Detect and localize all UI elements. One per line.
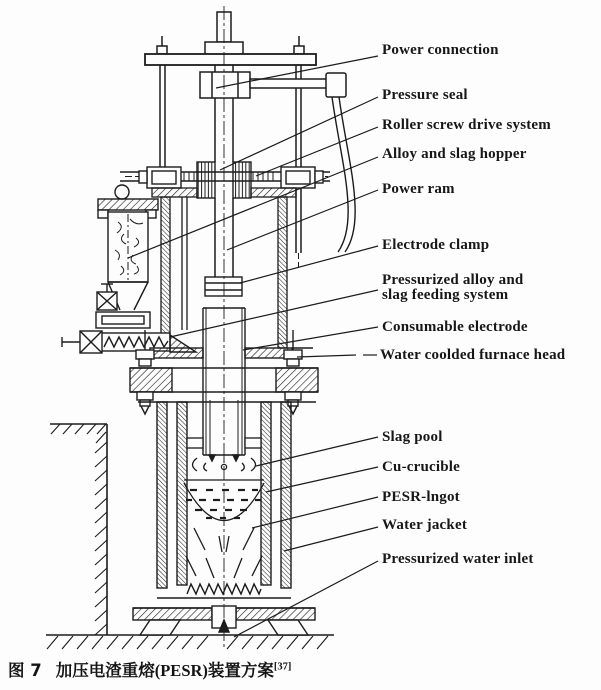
crucible-wall: [177, 402, 187, 585]
top-drive-assembly: [145, 12, 355, 277]
hopper-assembly: [62, 185, 196, 353]
leader-electrode-clamp: [240, 246, 378, 283]
leader-feeding-system: [170, 290, 378, 337]
leader-roller-screw: [256, 127, 378, 176]
figure-caption: [8, 657, 291, 681]
leader-water-inlet: [234, 561, 378, 637]
label-power-ram: Power ram: [382, 181, 455, 197]
leader-consumable-electrode: [243, 327, 378, 350]
upper-valve: [97, 284, 117, 310]
label-power-connection: Power connection: [382, 42, 499, 58]
label-electrode-clamp: Electrode clamp: [382, 237, 490, 253]
foot: [140, 620, 180, 635]
label-consumable-electrode: Consumable electrode: [382, 319, 528, 335]
caption-reference: [37]: [273, 661, 292, 673]
outer-shell-wall: [281, 402, 291, 588]
power-connection-block: [200, 72, 346, 98]
hopper-lid: [98, 199, 158, 210]
label-slag-pool: Slag pool: [382, 429, 443, 445]
label-pesr-ingot: PESR-lngot: [382, 489, 460, 505]
label-furnace-head: Water coolded furnace head: [380, 347, 566, 363]
label-water-jacket: Water jacket: [382, 517, 468, 533]
foot: [268, 620, 308, 635]
label-alloy-slag-hopper: Alloy and slag hopper: [382, 146, 527, 162]
label-water-inlet: Pressurized water inlet: [382, 551, 534, 567]
outer-shell-wall: [157, 402, 167, 588]
electrode-clamp-block: [205, 277, 242, 296]
leader-slag-pool: [256, 437, 378, 466]
figure-number: 图 7: [8, 661, 42, 680]
label-cu-crucible: Cu-crucible: [382, 459, 461, 475]
label-feeding-system: Pressurized alloy and slag feeding system: [382, 272, 524, 303]
caption-text: 加压电渣重熔(PESR)装置方案: [55, 661, 274, 680]
crucible-wall: [261, 402, 271, 585]
leader-furnace-head: [297, 355, 377, 357]
label-roller-screw-drive: Roller screw drive system: [382, 117, 551, 133]
label-pressure-seal: Pressure seal: [382, 87, 468, 103]
leader-water-jacket: [284, 527, 378, 551]
slide-valve: [96, 312, 150, 328]
hopper-knob: [115, 185, 129, 199]
